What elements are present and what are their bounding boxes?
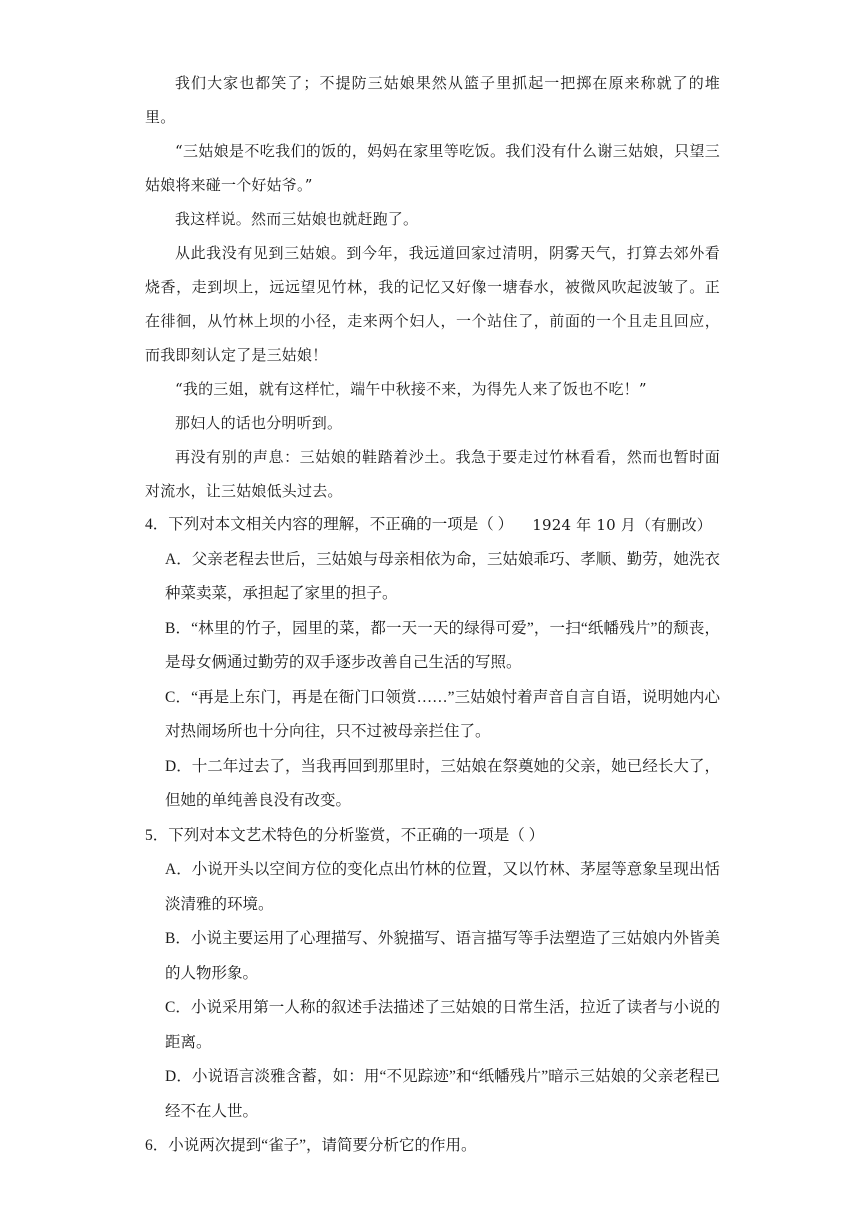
option-a: A．父亲老程去世后，三姑娘与母亲相依为命，三姑娘乖巧、孝顺、勤劳，她洗衣种菜卖菜，承担起了家里的担子。 bbox=[165, 550, 720, 602]
option-c: C．“再是上东门，再是在衙门口领赏……”三姑娘忖着声音自言自语，说明她内心对热闹场所也十分向往，只不过被母亲拦住了。 bbox=[165, 688, 720, 740]
question-list bbox=[145, 508, 720, 1164]
story-date: 1924 年 10 月（有删改） bbox=[532, 516, 712, 534]
story-paragraph: 从此我没有见到三姑娘。到今年，我远道回家过清明，阴雾天气，打算去郊外看烧香，走到坝上，远远望见竹林，我的记忆又好像一塘春水，被微风吹起波皱了。正在徘徊，从竹林上坝的小径，走来两个妇人，一个站住了，前面的一个且走且回应，而我即刻认定了是三姑娘！ bbox=[145, 244, 720, 364]
option-b: B．“林里的竹子，园里的菜，都一天一天的绿得可爱”，一扫“纸幡残片”的颓丧，是母女俩通过勤劳的双手逐步改善自己生活的写照。 bbox=[165, 619, 720, 671]
story-paragraph: 我们大家也都笑了；不提防三姑娘果然从篮子里抓起一把掷在原来称就了的堆里。 bbox=[145, 74, 720, 126]
question-4 bbox=[145, 508, 720, 819]
story-paragraph: “三姑娘是不吃我们的饭的，妈妈在家里等吃饭。我们没有什么谢三姑娘，只望三姑娘将来碰一个好姑爷。” bbox=[145, 142, 720, 194]
option-a: A．小说开头以空间方位的变化点出竹林的位置，又以竹林、茅屋等意象呈现出恬淡清雅的环境。 bbox=[165, 861, 720, 913]
story-paragraph: “我的三姐，就有这样忙，端午中秋接不来，为得先人来了饭也不吃！” bbox=[175, 380, 647, 398]
option-c: C．小说采用第一人称的叙述手法描述了三姑娘的日常生活，拉近了读者与小说的距离。 bbox=[165, 999, 720, 1051]
question-6 bbox=[145, 1129, 720, 1164]
story-paragraph: 我这样说。然而三姑娘也就赶跑了。 bbox=[175, 210, 419, 228]
option-d: D．十二年过去了，当我再回到那里时，三姑娘在祭奠她的父亲，她已经长大了，但她的单纯善良没有改变。 bbox=[165, 757, 720, 809]
option-d: D．小说语言淡雅含蓄，如：用“不见踪迹”和“纸幡残片”暗示三姑娘的父亲老程已经不在人世。 bbox=[165, 1068, 720, 1120]
question-stem: 5．下列对本文艺术特色的分析鉴赏，不正确的一项是（ ） bbox=[145, 826, 545, 844]
story-paragraph: 那妇人的话也分明听到。 bbox=[175, 414, 343, 432]
question-stem: 4．下列对本文相关内容的理解，不正确的一项是（ ） bbox=[145, 516, 514, 533]
story-excerpt bbox=[145, 66, 720, 542]
question-stem: 6．小说两次提到“雀子”，请简要分析它的作用。 bbox=[145, 1137, 477, 1154]
story-paragraph: 再没有别的声息：三姑娘的鞋踏着沙土。我急于要走过竹林看看，然而也暂时面对流水，让三姑娘低头过去。 bbox=[145, 448, 720, 500]
question-5 bbox=[145, 819, 720, 1130]
option-b: B．小说主要运用了心理描写、外貌描写、语言描写等手法塑造了三姑娘内外皆美的人物形象。 bbox=[165, 930, 720, 982]
